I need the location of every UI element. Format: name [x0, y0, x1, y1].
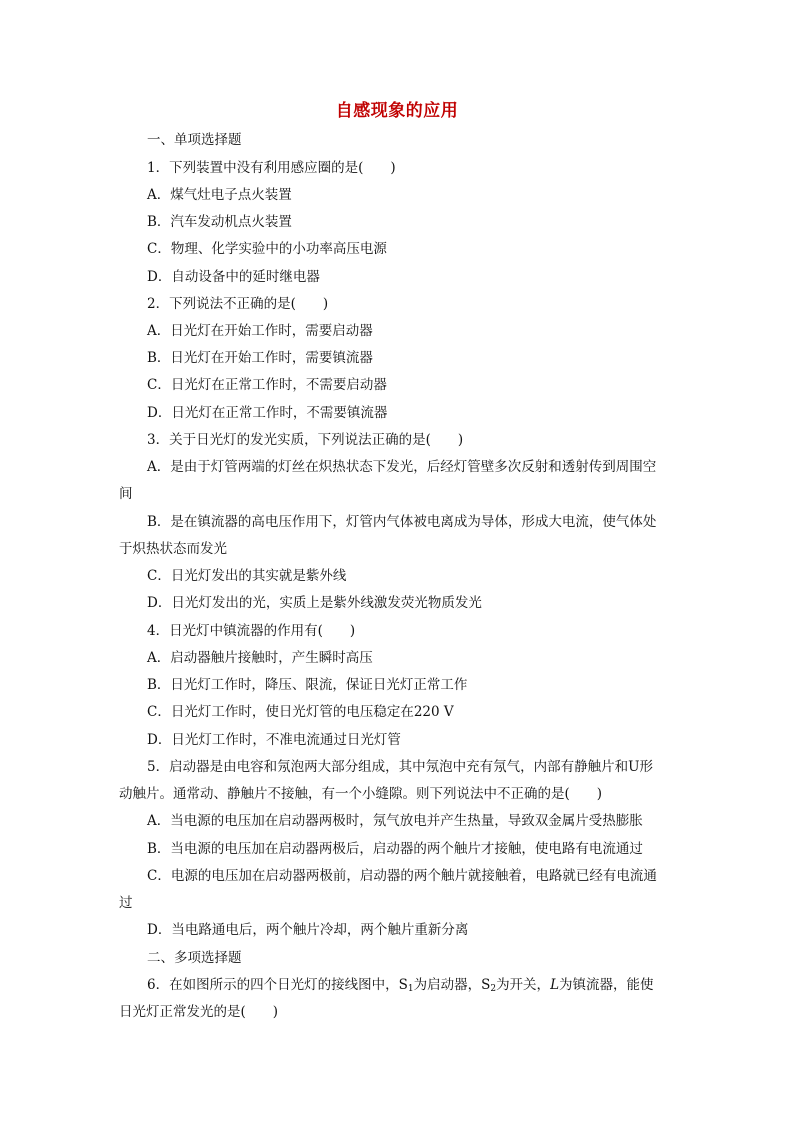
question-2-option-d: D．日光灯在正常工作时，不需要镇流器 — [147, 405, 388, 421]
question-3-option-c: C．日光灯发出的其实就是紫外线 — [147, 568, 347, 584]
question-1-option-c: C．物理、化学实验中的小功率高压电源 — [147, 241, 387, 257]
question-5-stem-line2: 动触片。通常动、静触片不接触，有一个小缝隙。则下列说法中不正确的是( ) — [119, 786, 603, 802]
section-heading-single-choice: 一、单项选择题 — [147, 132, 242, 148]
question-6-stem-line2: 日光灯正常发光的是( ) — [119, 1004, 279, 1020]
question-3-option-a-line1: A．是由于灯管两端的灯丝在炽热状态下发光，后经灯管壁多次反射和透射传到周围空 — [147, 459, 657, 475]
subscript-2: 2 — [490, 984, 497, 994]
subscript-1: 1 — [407, 984, 414, 994]
question-5-option-c-line2: 过 — [119, 895, 133, 911]
question-2-option-b: B．日光灯在开始工作时，需要镇流器 — [147, 350, 373, 366]
question-1-stem: 1．下列装置中没有利用感应圈的是( ) — [147, 160, 396, 176]
question-6-stem-line1 — [147, 976, 654, 998]
question-4-option-c: C．日光灯工作时，使日光灯管的电压稳定在220 V — [147, 704, 454, 720]
question-5-option-c-line1: C．电源的电压加在启动器两极前，启动器的两个触片就接触着，电路就已经有电流通 — [147, 868, 657, 884]
question-6-text-d: 为镇流器，能使 — [559, 977, 654, 993]
question-3-option-a-line2: 间 — [119, 486, 133, 502]
question-3-option-d: D．日光灯发出的光，实质上是紫外线激发荧光物质发光 — [147, 595, 482, 611]
question-3-option-b-line2: 于炽热状态而发光 — [119, 541, 227, 557]
question-5-option-b: B．当电源的电压加在启动器两极后，启动器的两个触片才接触，使电路有电流通过 — [147, 841, 643, 857]
question-2-option-c: C．日光灯在正常工作时，不需要启动器 — [147, 377, 387, 393]
question-6-text-a: 6．在如图所示的四个日光灯的接线图中，S — [147, 977, 408, 993]
question-6-text-c: 为开关， — [496, 977, 551, 993]
question-5-stem-line1: 5．启动器是由电容和氖泡两大部分组成，其中氖泡中充有氖气，内部有静触片和U形 — [147, 759, 653, 775]
question-5-option-d: D．当电路通电后，两个触片冷却，两个触片重新分离 — [147, 922, 469, 938]
question-2-stem: 2．下列说法不正确的是( ) — [147, 296, 329, 312]
section-heading-multiple-choice: 二、多项选择题 — [147, 950, 242, 966]
question-2-option-a: A．日光灯在开始工作时，需要启动器 — [147, 323, 373, 339]
question-4-option-a: A．启动器触片接触时，产生瞬时高压 — [147, 650, 373, 666]
inductor-symbol: L — [550, 977, 560, 993]
question-1-option-b: B．汽车发动机点火装置 — [147, 214, 292, 230]
question-5-option-a: A．当电源的电压加在启动器两极时，氖气放电并产生热量，导致双金属片受热膨胀 — [147, 813, 643, 829]
question-4-option-b: B．日光灯工作时，降压、限流，保证日光灯正常工作 — [147, 677, 468, 693]
question-4-stem: 4．日光灯中镇流器的作用有( ) — [147, 623, 356, 639]
question-4-option-d: D．日光灯工作时，不准电流通过日光灯管 — [147, 732, 401, 748]
question-6-text-b: 为启动器，S — [413, 977, 491, 993]
question-1-option-d: D．自动设备中的延时继电器 — [147, 269, 320, 285]
question-3-stem: 3．关于日光灯的发光实质，下列说法正确的是( ) — [147, 432, 464, 448]
question-1-option-a: A．煤气灶电子点火装置 — [147, 187, 292, 203]
question-3-option-b-line1: B．是在镇流器的高电压作用下，灯管内气体被电离成为导体，形成大电流，使气体处 — [147, 514, 657, 530]
page-title: 自感现象的应用 — [335, 101, 459, 121]
